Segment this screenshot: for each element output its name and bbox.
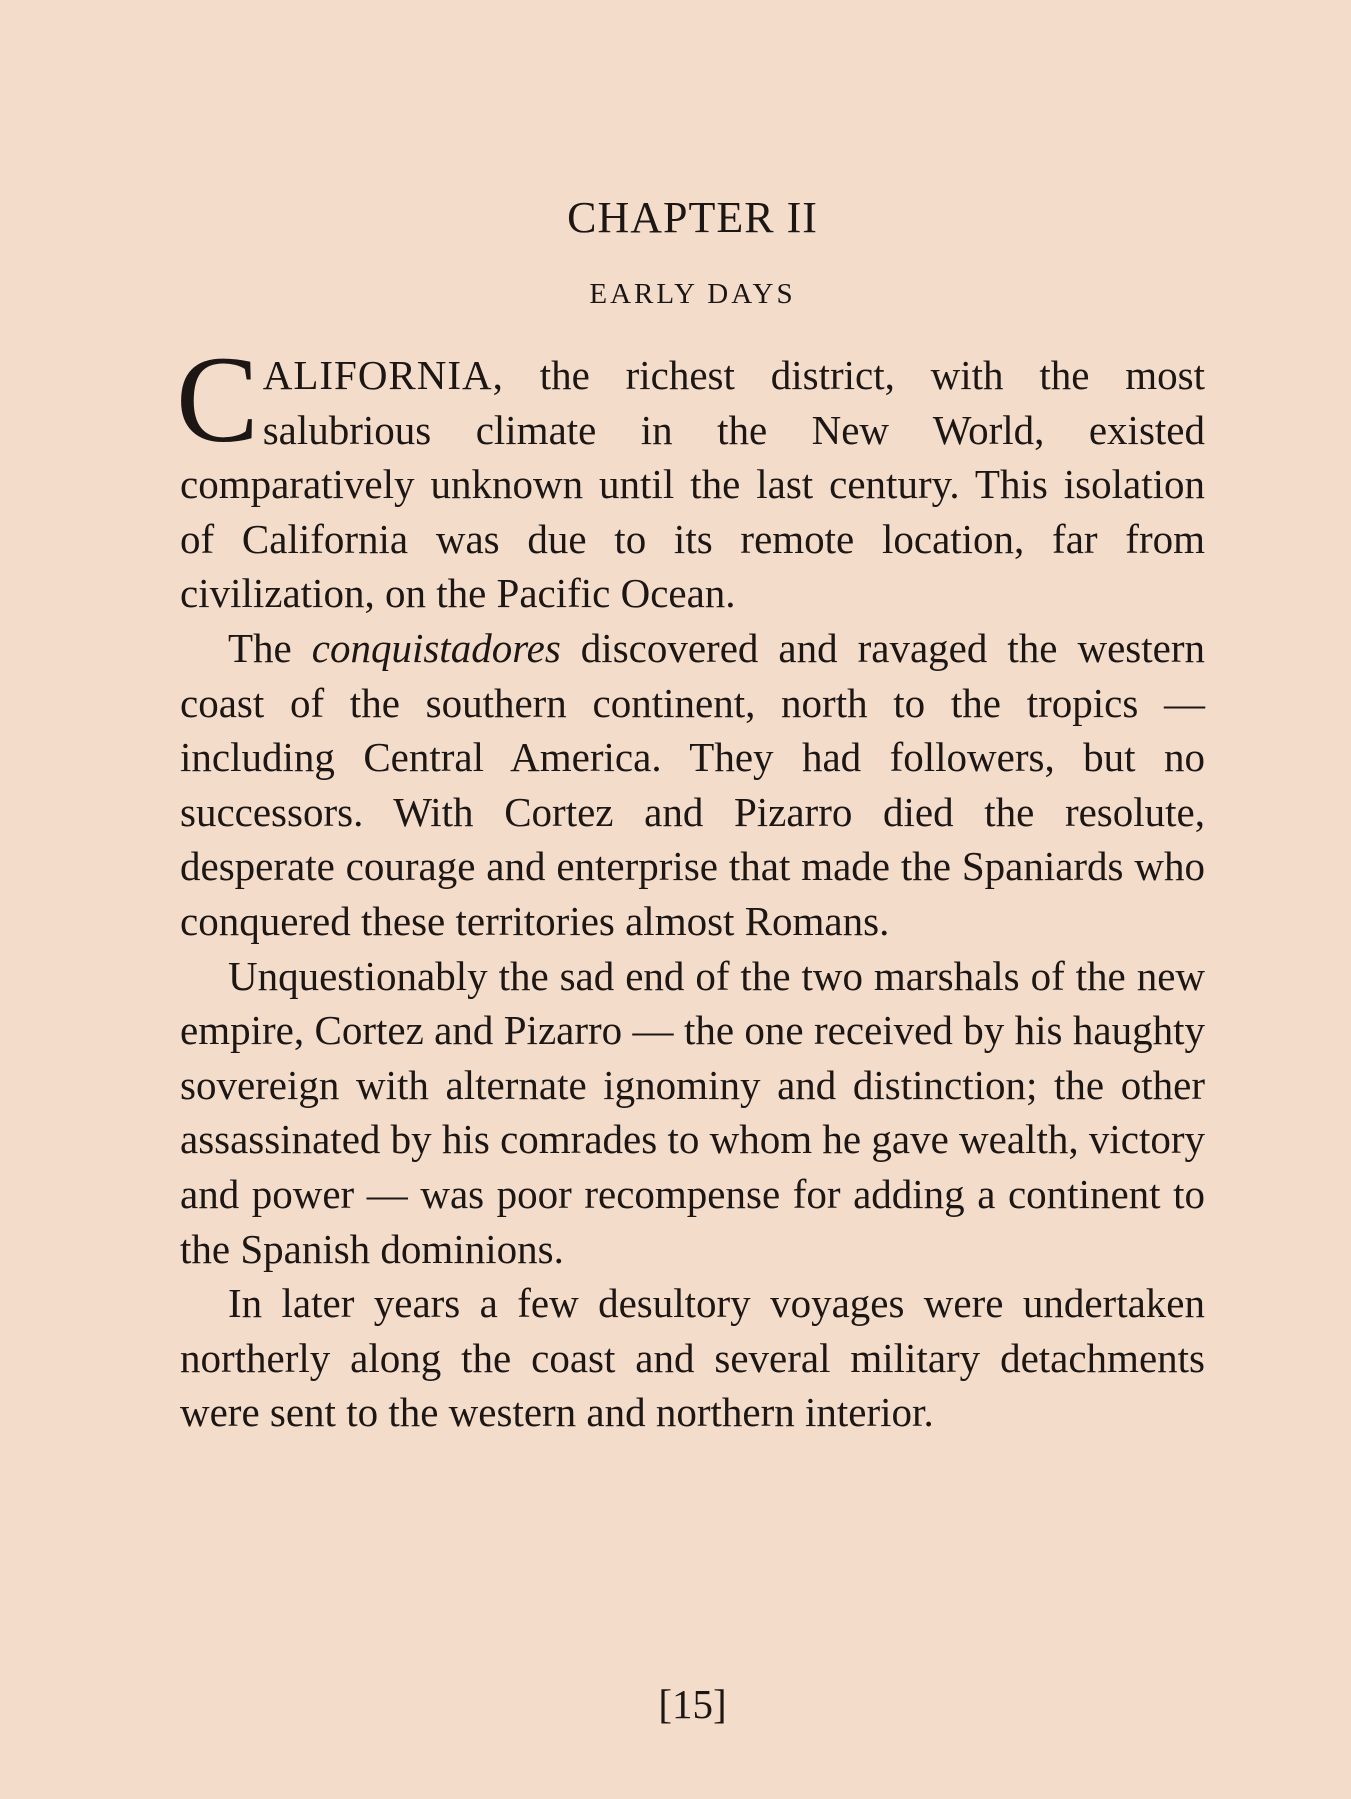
- page-number: [15]: [658, 1681, 727, 1727]
- italic-term: conquistadores: [311, 624, 561, 671]
- paragraph-text: The: [228, 624, 312, 671]
- paragraph-2: [180, 621, 1205, 949]
- drop-cap: C: [176, 331, 259, 468]
- paragraph-4: In later years a few desultory voyages were undertaken northerly along the coast and several military detachments were sent to the western and northern interior.: [180, 1280, 1205, 1436]
- paragraph-text: discovered and ravaged the western coast of the southern continent, north to the tropics — including Central America. They had followers, but no successors. With Cortez and Pizarro died the resolute, desperate courage and enterprise that made the Spaniards who conquered these territories almost Romans.: [180, 624, 1205, 944]
- paragraph-lead-word: ALIFORNIA,: [262, 352, 504, 398]
- chapter-subtitle: EARLY DAYS: [589, 278, 796, 310]
- paragraph-1: [176, 331, 1205, 621]
- chapter-title: CHAPTER II: [567, 193, 818, 242]
- chapter-body: [176, 331, 1205, 1440]
- paragraph-3: Unquestionably the sad end of the two marshals of the new empire, Cortez and Pizarro — the one received by his haughty sovereign with alternate ignominy and distinction; the other assassinated by his comrades to whom he gave wealth, victory and power — was poor recompense for adding a continent to the Spanish dominions.: [180, 952, 1205, 1272]
- paragraph-text: the richest district, with the most salubrious climate in the New World, existed comparatively unknown until the last century. This isolation of California was due to its remote location, far from civilization, on the Pacific Ocean.: [180, 352, 1205, 617]
